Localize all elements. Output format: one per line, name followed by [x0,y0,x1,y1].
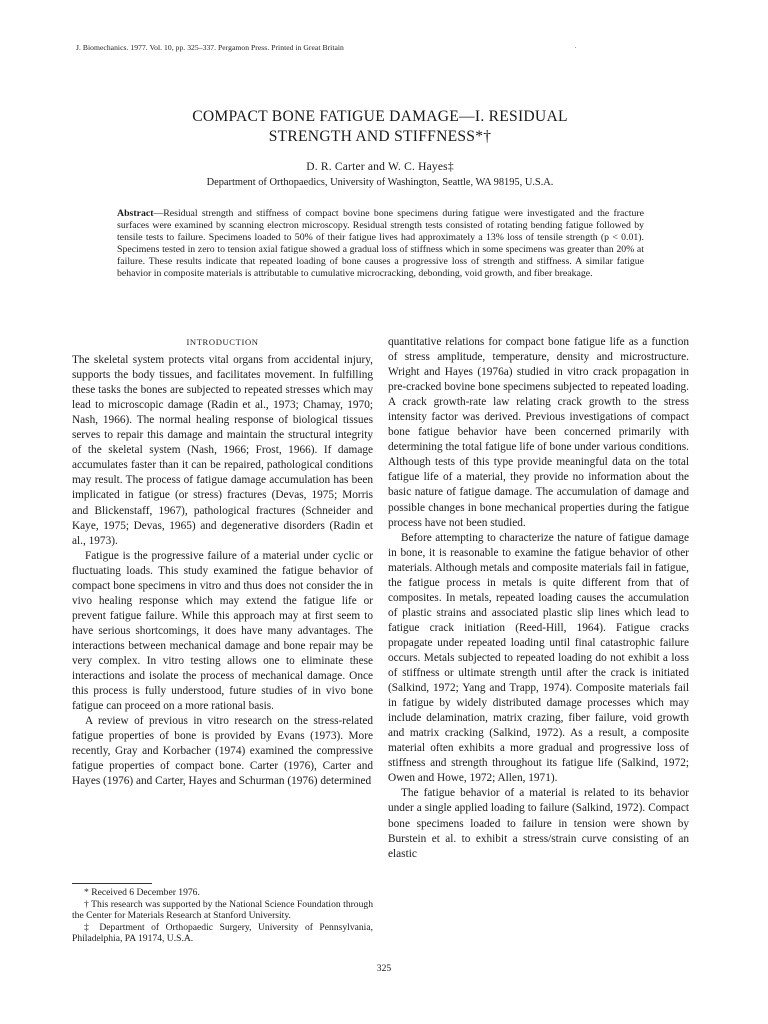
section-heading-introduction: INTRODUCTION [186,337,259,347]
abstract-label: Abstract [117,208,154,219]
left-column [72,335,373,789]
footnotes [72,887,373,945]
author-affiliation: Department of Orthopaedics, University of Washington, Seattle, WA 98195, U.S.A. [206,177,554,188]
paragraph: The skeletal system protects vital organs from accidental injury, supports the body tissues, and facilitates movement. In fulfilling these tasks the bones are subjected to repeated stresses which may lead to microscopic damage (Radin et al., 1973; Chamay, 1970; Nash, 1966). The normal healing response of biological tissues serves to repair this damage and maintain the structural integrity of the skeletal system (Nash, 1966; Frost, 1966). If damage accumulates faster than it can be repaired, pathological conditions may result. The process of fatigue damage accumulation has been implicated in fatigue (or stress) fractures (Devas, 1975; Morris and Blickenstaff, 1967), pathological fractures (Schneider and Kaye, 1975; Devas, 1965) and degenerative disorders (Radin et al., 1973). [72,354,373,547]
footnote-divider [72,883,152,884]
page-number: 325 [376,963,392,974]
footnote-support: † This research was supported by the National Science Foundation through the Center for Materials Research at Stanford University. [72,898,373,922]
footnote-department: ‡ Department of Orthopaedic Surgery, University of Pennsylvania, Philadelphia, PA 19174, U.S.A. [72,921,373,945]
paragraph: Before attempting to characterize the nature of fatigue damage in bone, it is reasonable to examine the fatigue behavior of other materials. Although metals and composite materials fail in fatigue, the fatigue process in metals is quite different from that of composites. In metals, repeated loading causes the accumulation of plastic strains and associated plastic slip lines which lead to fatigue crack initiation (Reed-Hill, 1964). Fatigue cracks propagate under repeated loading until final catastrophic failure occurs. Metals subjected to repeated loading do not exhibit a loss of stiffness or ultimate strength until after the crack is initiated (Salkind, 1972; Yang and Trapp, 1974). Composite materials fail in fatigue by widely distributed damage processes which may include delamination, matrix crazing, fiber failure, void growth and matrix cracking (Salkind, 1972). As a result, a composite material often exhibits a more gradual and progressive loss of stiffness and strength throughout its fatigue life (Salkind, 1972; Owen and Howe, 1972; Allen, 1971). [388,531,689,785]
article-title [100,107,660,147]
author-list: D. R. Carter and W. C. Hayes‡ [306,161,454,173]
paragraph: Fatigue is the progressive failure of a material under cyclic or fluctuating loads. This study examined the fatigue behavior of compact bone specimens in vitro and thus does not consider the in vivo healing response which may extend the fatigue life or prevent fatigue failure. While this approach may at first seem to have serious shortcomings, it does have many advantages. The interactions between mechanical damage and bone repair may be very complex. In vitro testing allows one to eliminate these interactions and isolate the process of mechanical damage. Once this process is fully understood, future studies of in vivo bone fatigue can proceed on a more rational basis. [72,549,373,713]
abstract [117,208,644,281]
title-line-2: STRENGTH AND STIFFNESS*† [268,128,492,145]
scan-speck [575,47,576,48]
abstract-text: —Residual strength and stiffness of compact bovine bone specimens during fatigue were investigated and the fracture surfaces were examined by scanning electron microscopy. Residual strength tests consisted of rotating bending fatigue followed by tensile tests to failure. Specimens loaded to 50% of their fatigue lives had approximately a 13% loss of tensile strength (p < 0.01). Specimens tested in zero to tension axial fatigue showed a gradual loss of stiffness which in some specimens was greater than 20% at failure. These results indicate that repeated loading of bone causes a progressive loss of strength and stiffness. A similar fatigue behavior in composite materials is attributable to cumulative microcracking, debonding, void growth, and fiber breakage. [117,208,644,280]
paragraph: A review of previous in vitro research on the stress-related fatigue properties of bone is provided by Evans (1973). More recently, Gray and Korbacher (1974) examined the compressive fatigue properties of compact bone. Carter (1976), Carter and Hayes (1976) and Carter, Hayes and Schurman (1976) determined [72,715,373,788]
journal-citation: J. Biomechanics. 1977. Vol. 10, pp. 325–337. Pergamon Press. Printed in Great Britain [76,43,344,52]
paragraph: The fatigue behavior of a material is related to its behavior under a single applied loading to failure (Salkind, 1972). Compact bone specimens loaded to failure in tension were shown by Burstein et al. to exhibit a stress/strain curve consisting of an elastic [388,787,689,860]
footnote-received: * Received 6 December 1976. [84,887,200,898]
right-column [388,335,689,862]
title-line-1: COMPACT BONE FATIGUE DAMAGE—I. RESIDUAL [192,108,568,125]
paragraph: quantitative relations for compact bone fatigue life as a function of stress amplitude, temperature, density and microstructure. Wright and Hayes (1976a) studied in vitro crack propagation in pre-cracked bovine bone specimens subjected to repeated loading. A crack growth-rate law relating crack growth to the stress intensity factor was derived. Previous investigations of compact bone fatigue behavior have been concerned primarily with determining the total fatigue life of bone under various conditions. Although tests of this type provide meaningful data on the total fatigue life of a material, they provide no information about the basic nature of fatigue damage. The accumulation of damage and possible changes in bone mechanical properties during the fatigue process have not been studied. [388,336,689,529]
